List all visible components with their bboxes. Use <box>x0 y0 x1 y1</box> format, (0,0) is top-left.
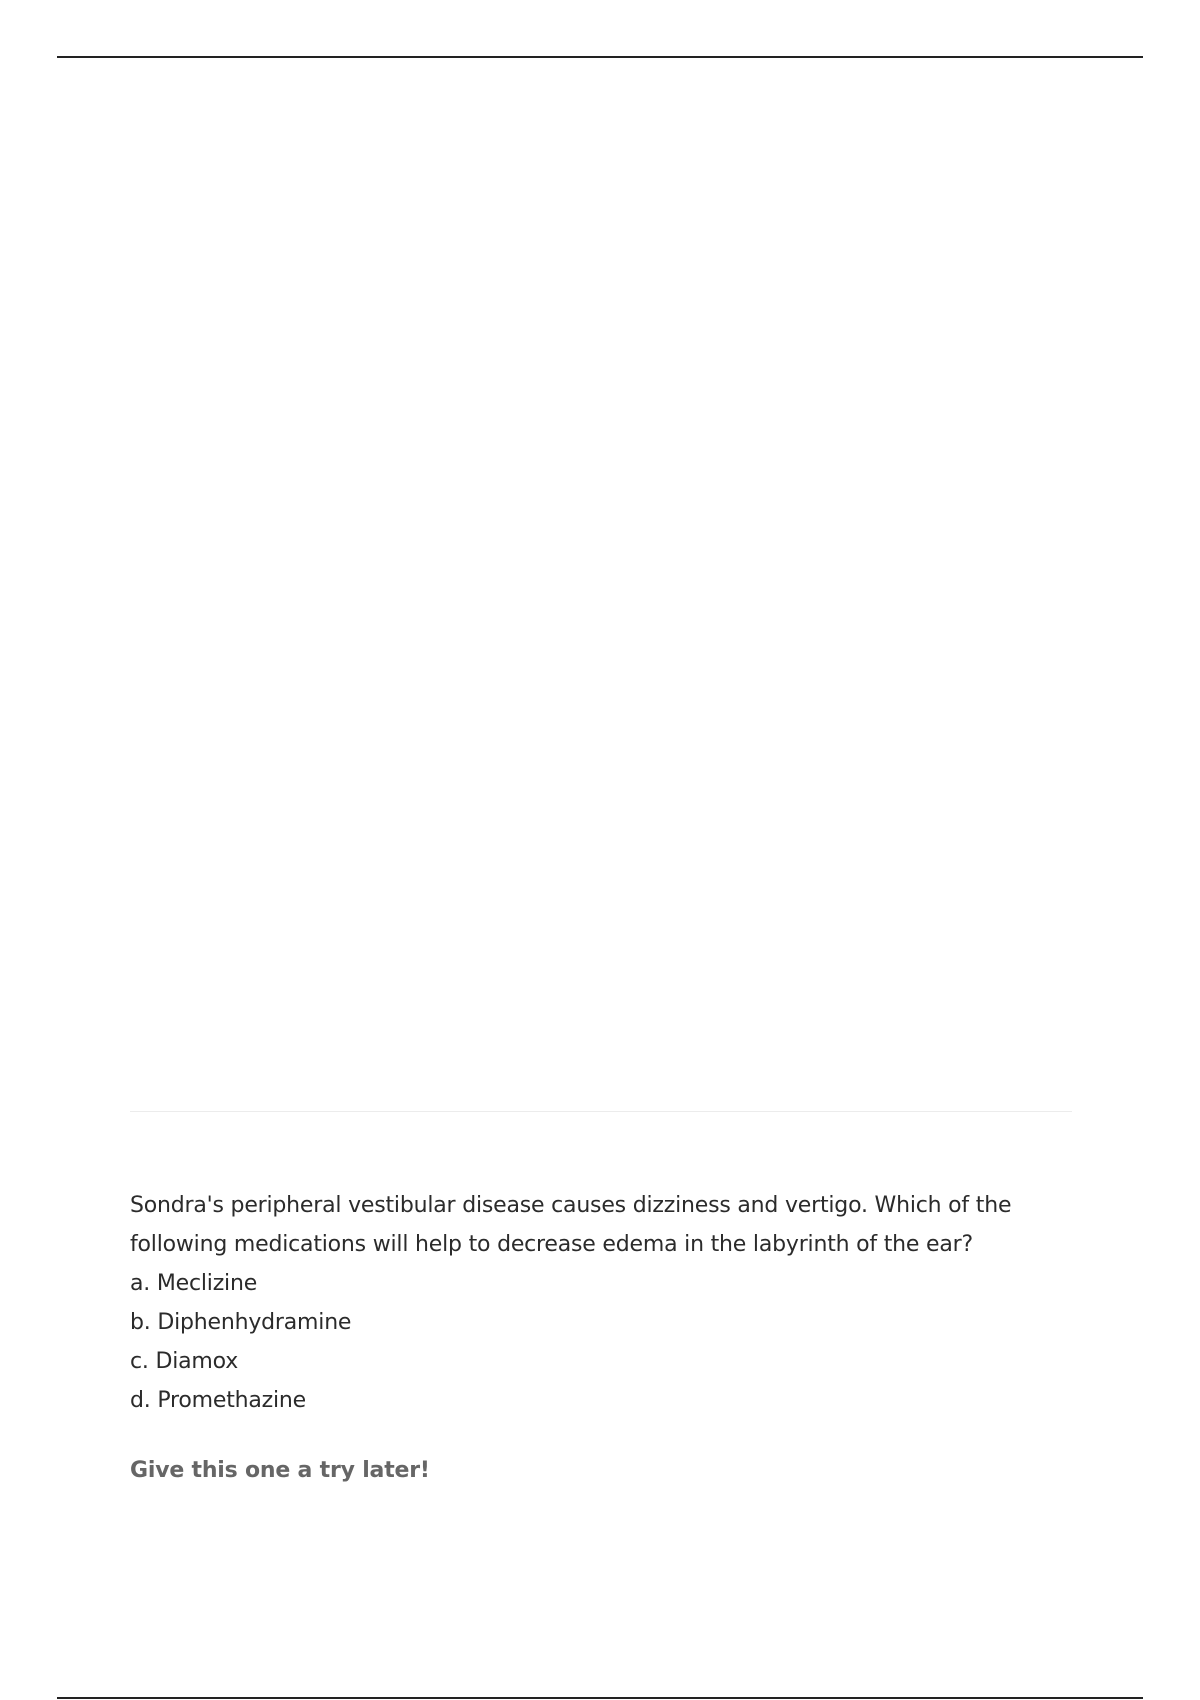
try-later-hint: Give this one a try later! <box>130 1458 430 1483</box>
option-a: a. Meclizine <box>130 1271 258 1296</box>
answer-options <box>130 1264 1070 1420</box>
option-c: c. Diamox <box>130 1349 239 1374</box>
option-d: d. Promethazine <box>130 1388 307 1413</box>
page-top-rule <box>57 56 1143 58</box>
section-divider <box>130 1111 1072 1112</box>
question-block <box>130 1186 1070 1486</box>
question-text: Sondra's peripheral vestibular disease causes dizziness and vertigo. Which of the following medications will help to decrease edema in the labyrinth of the ear? <box>130 1193 1012 1257</box>
page-bottom-rule <box>57 1697 1143 1699</box>
option-b: b. Diphenhydramine <box>130 1310 352 1335</box>
